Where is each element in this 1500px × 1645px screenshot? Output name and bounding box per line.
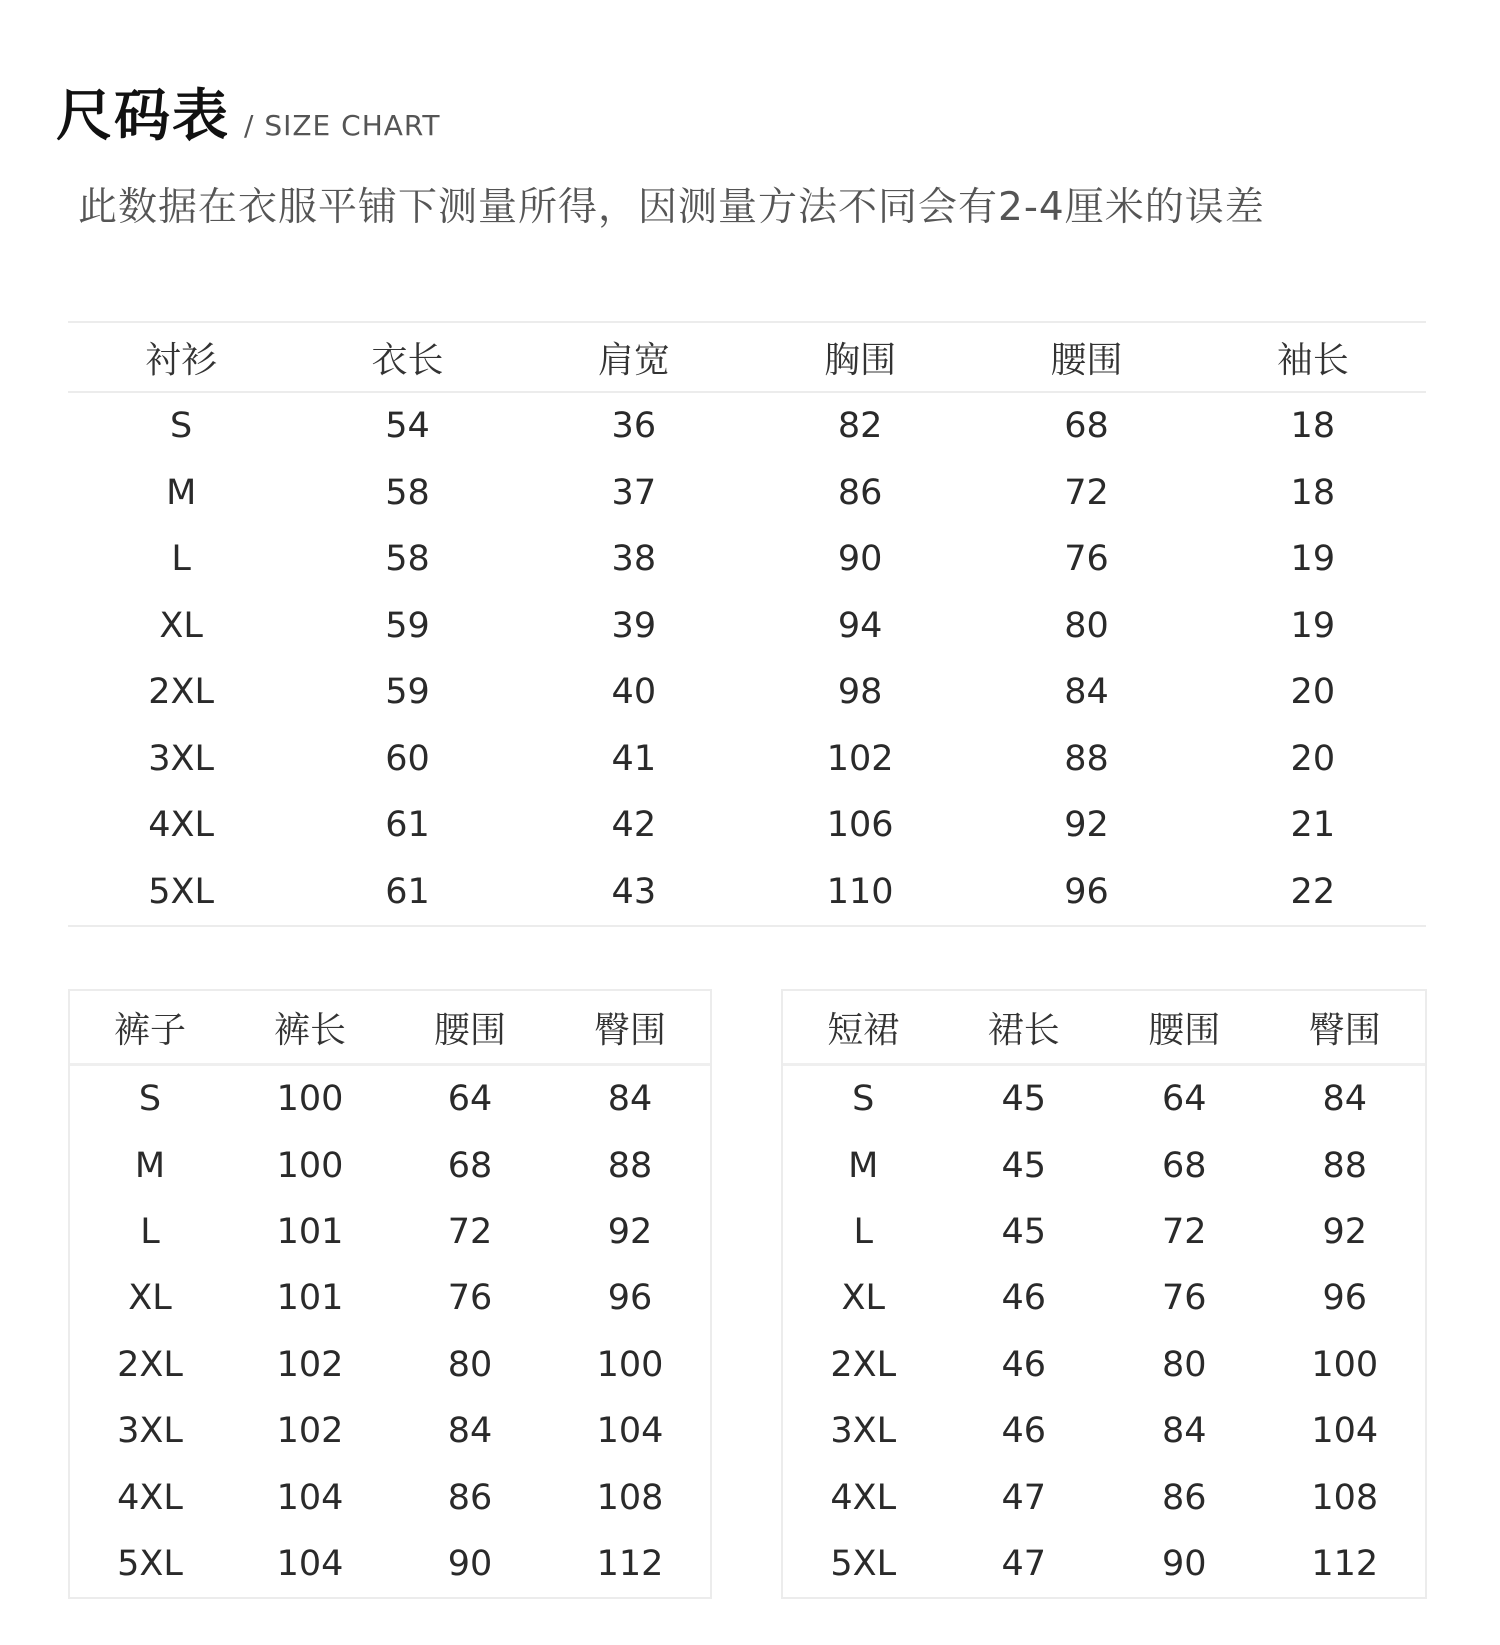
table-row [68, 526, 1426, 593]
measurement-cell: 19 [1290, 539, 1336, 580]
measurement-cell: 47 [1001, 1477, 1047, 1518]
measurement-cell: 61 [385, 871, 430, 912]
measurement-cell: 38 [611, 539, 657, 580]
measurement-cell: 45 [1001, 1079, 1047, 1120]
pants-size-table [68, 989, 712, 1599]
table-row [68, 859, 1426, 927]
table-row [70, 1531, 710, 1597]
table-row [68, 659, 1426, 726]
measurement-cell: 46 [1001, 1344, 1047, 1385]
measurement-cell: 58 [385, 472, 430, 513]
size-cell: 3XL [117, 1411, 183, 1452]
table-row [783, 1531, 1425, 1597]
table-row [783, 1464, 1425, 1530]
column-header: 臀围 [593, 1009, 666, 1051]
size-cell: XL [159, 605, 203, 646]
size-cell: 4XL [830, 1477, 897, 1518]
measurement-cell: 58 [385, 539, 430, 580]
measurement-cell: 88 [607, 1145, 653, 1186]
measurement-cell: 46 [1001, 1278, 1047, 1319]
column-header: 臀围 [1308, 1009, 1381, 1051]
measurement-cell: 92 [1322, 1211, 1368, 1252]
size-cell: L [171, 539, 191, 580]
measurement-cell: 84 [1322, 1079, 1368, 1120]
measurement-cell: 101 [276, 1278, 344, 1319]
measurement-cell: 112 [1311, 1543, 1379, 1584]
size-cell: 5XL [117, 1543, 183, 1584]
column-header: 袖长 [1276, 339, 1349, 381]
measurement-cell: 64 [447, 1079, 493, 1120]
column-header: 腰围 [1148, 1009, 1221, 1051]
measurement-cell: 76 [1161, 1278, 1207, 1319]
size-cell: 3XL [148, 738, 215, 779]
measurement-cell: 86 [837, 472, 883, 513]
size-cell: M [166, 472, 197, 513]
measurement-cell: 112 [596, 1543, 664, 1584]
measurement-note: 此数据在衣服平铺下测量所得，因测量方法不同会有2-4厘米的误差 [78, 185, 1265, 230]
size-cell: 4XL [117, 1477, 183, 1518]
measurement-cell: 106 [826, 805, 894, 846]
measurement-cell: 90 [837, 539, 883, 580]
table-row [70, 1398, 710, 1464]
measurement-cell: 59 [385, 672, 430, 713]
size-cell: XL [841, 1278, 885, 1319]
page-title: 尺码表 [56, 84, 230, 149]
measurement-cell: 18 [1290, 472, 1336, 513]
measurement-cell: 108 [596, 1477, 664, 1518]
measurement-cell: 47 [1001, 1543, 1047, 1584]
measurement-cell: 100 [596, 1344, 664, 1385]
measurement-cell: 37 [611, 472, 657, 513]
size-cell: XL [128, 1278, 172, 1319]
column-header: 肩宽 [597, 339, 670, 381]
table-header-row [70, 991, 710, 1065]
table-header-row [783, 991, 1425, 1065]
size-cell: L [853, 1211, 873, 1252]
measurement-cell: 102 [826, 738, 894, 779]
measurement-cell: 96 [607, 1278, 653, 1319]
table-row [70, 1464, 710, 1530]
measurement-cell: 84 [1161, 1411, 1207, 1452]
size-cell: M [848, 1145, 879, 1186]
measurement-cell: 101 [276, 1211, 344, 1252]
column-header: 腰围 [433, 1009, 506, 1051]
page-header [56, 72, 440, 152]
size-cell: S [170, 406, 193, 447]
measurement-cell: 90 [447, 1543, 493, 1584]
measurement-cell: 108 [1311, 1477, 1379, 1518]
size-cell: S [138, 1079, 162, 1120]
measurement-cell: 40 [611, 672, 657, 713]
size-cell: 4XL [148, 805, 215, 846]
measurement-cell: 20 [1290, 738, 1336, 779]
measurement-cell: 60 [385, 738, 430, 779]
measurement-cell: 90 [1161, 1543, 1207, 1584]
measurement-cell: 54 [385, 406, 430, 447]
measurement-cell: 80 [1161, 1344, 1207, 1385]
measurement-cell: 36 [611, 406, 657, 447]
size-cell: S [852, 1079, 875, 1120]
measurement-cell: 41 [611, 738, 657, 779]
column-header: 衬衫 [145, 339, 218, 381]
table-row [783, 1199, 1425, 1265]
table-row [783, 1398, 1425, 1464]
measurement-cell: 72 [1064, 472, 1109, 513]
table-row [70, 1265, 710, 1331]
column-header: 裤子 [113, 1009, 186, 1051]
table-row [783, 1265, 1425, 1331]
measurement-cell: 68 [1064, 406, 1109, 447]
table-row [783, 1065, 1425, 1133]
table-row [70, 1199, 710, 1265]
measurement-cell: 46 [1001, 1411, 1047, 1452]
measurement-cell: 104 [276, 1477, 344, 1518]
column-header: 裤长 [273, 1009, 346, 1051]
page-subtitle: / SIZE CHART [244, 109, 441, 142]
skirt-size-table [781, 989, 1427, 1599]
measurement-cell: 21 [1290, 805, 1336, 846]
measurement-cell: 104 [276, 1543, 344, 1584]
measurement-cell: 72 [447, 1211, 493, 1252]
measurement-cell: 88 [1322, 1145, 1368, 1186]
measurement-cell: 88 [1064, 738, 1109, 779]
measurement-cell: 18 [1290, 406, 1336, 447]
measurement-cell: 72 [1161, 1211, 1207, 1252]
measurement-cell: 80 [1064, 605, 1109, 646]
measurement-cell: 19 [1290, 605, 1336, 646]
measurement-cell: 76 [447, 1278, 493, 1319]
measurement-cell: 68 [1161, 1145, 1207, 1186]
measurement-cell: 59 [385, 605, 430, 646]
column-header: 衣长 [371, 339, 444, 381]
size-cell: 2XL [830, 1344, 897, 1385]
measurement-cell: 45 [1001, 1145, 1047, 1186]
measurement-cell: 76 [1064, 539, 1109, 580]
measurement-cell: 96 [1322, 1278, 1368, 1319]
measurement-cell: 84 [447, 1411, 493, 1452]
measurement-cell: 92 [607, 1211, 653, 1252]
measurement-cell: 86 [447, 1477, 493, 1518]
measurement-cell: 84 [607, 1079, 653, 1120]
measurement-cell: 45 [1001, 1211, 1047, 1252]
table-row [68, 460, 1426, 527]
measurement-cell: 80 [447, 1344, 493, 1385]
column-header: 裙长 [987, 1009, 1060, 1051]
size-cell: 5XL [148, 871, 215, 912]
measurement-cell: 92 [1064, 805, 1109, 846]
size-cell: L [140, 1211, 160, 1252]
measurement-cell: 20 [1290, 672, 1336, 713]
measurement-cell: 96 [1064, 871, 1109, 912]
column-header: 腰围 [1050, 339, 1123, 381]
measurement-cell: 22 [1290, 871, 1336, 912]
measurement-cell: 68 [447, 1145, 493, 1186]
table-row [70, 1132, 710, 1198]
measurement-cell: 104 [1311, 1411, 1379, 1452]
measurement-cell: 84 [1064, 672, 1109, 713]
table-header-row [68, 322, 1426, 392]
table-row [70, 1332, 710, 1398]
measurement-cell: 42 [611, 805, 657, 846]
shirt-size-table [68, 321, 1426, 927]
measurement-cell: 100 [276, 1079, 344, 1120]
table-row [783, 1132, 1425, 1198]
table-row [783, 1332, 1425, 1398]
measurement-cell: 102 [276, 1411, 344, 1452]
measurement-cell: 94 [837, 605, 883, 646]
table-row [70, 1065, 710, 1133]
measurement-cell: 104 [596, 1411, 664, 1452]
size-cell: 2XL [117, 1344, 183, 1385]
size-cell: 3XL [830, 1411, 897, 1452]
measurement-cell: 100 [276, 1145, 344, 1186]
measurement-cell: 98 [837, 672, 883, 713]
measurement-cell: 110 [826, 871, 894, 912]
table-row [68, 726, 1426, 793]
column-header: 短裙 [827, 1009, 900, 1051]
table-row [68, 792, 1426, 859]
measurement-cell: 39 [611, 605, 657, 646]
measurement-cell: 43 [611, 871, 657, 912]
size-cell: 2XL [148, 672, 215, 713]
size-cell: 5XL [830, 1543, 897, 1584]
measurement-cell: 86 [1161, 1477, 1207, 1518]
measurement-cell: 61 [385, 805, 430, 846]
measurement-cell: 64 [1161, 1079, 1207, 1120]
table-row [68, 392, 1426, 460]
measurement-cell: 82 [837, 406, 883, 447]
size-cell: M [134, 1145, 166, 1186]
measurement-cell: 102 [276, 1344, 344, 1385]
table-row [68, 593, 1426, 660]
measurement-cell: 100 [1311, 1344, 1379, 1385]
column-header: 胸围 [824, 339, 897, 381]
